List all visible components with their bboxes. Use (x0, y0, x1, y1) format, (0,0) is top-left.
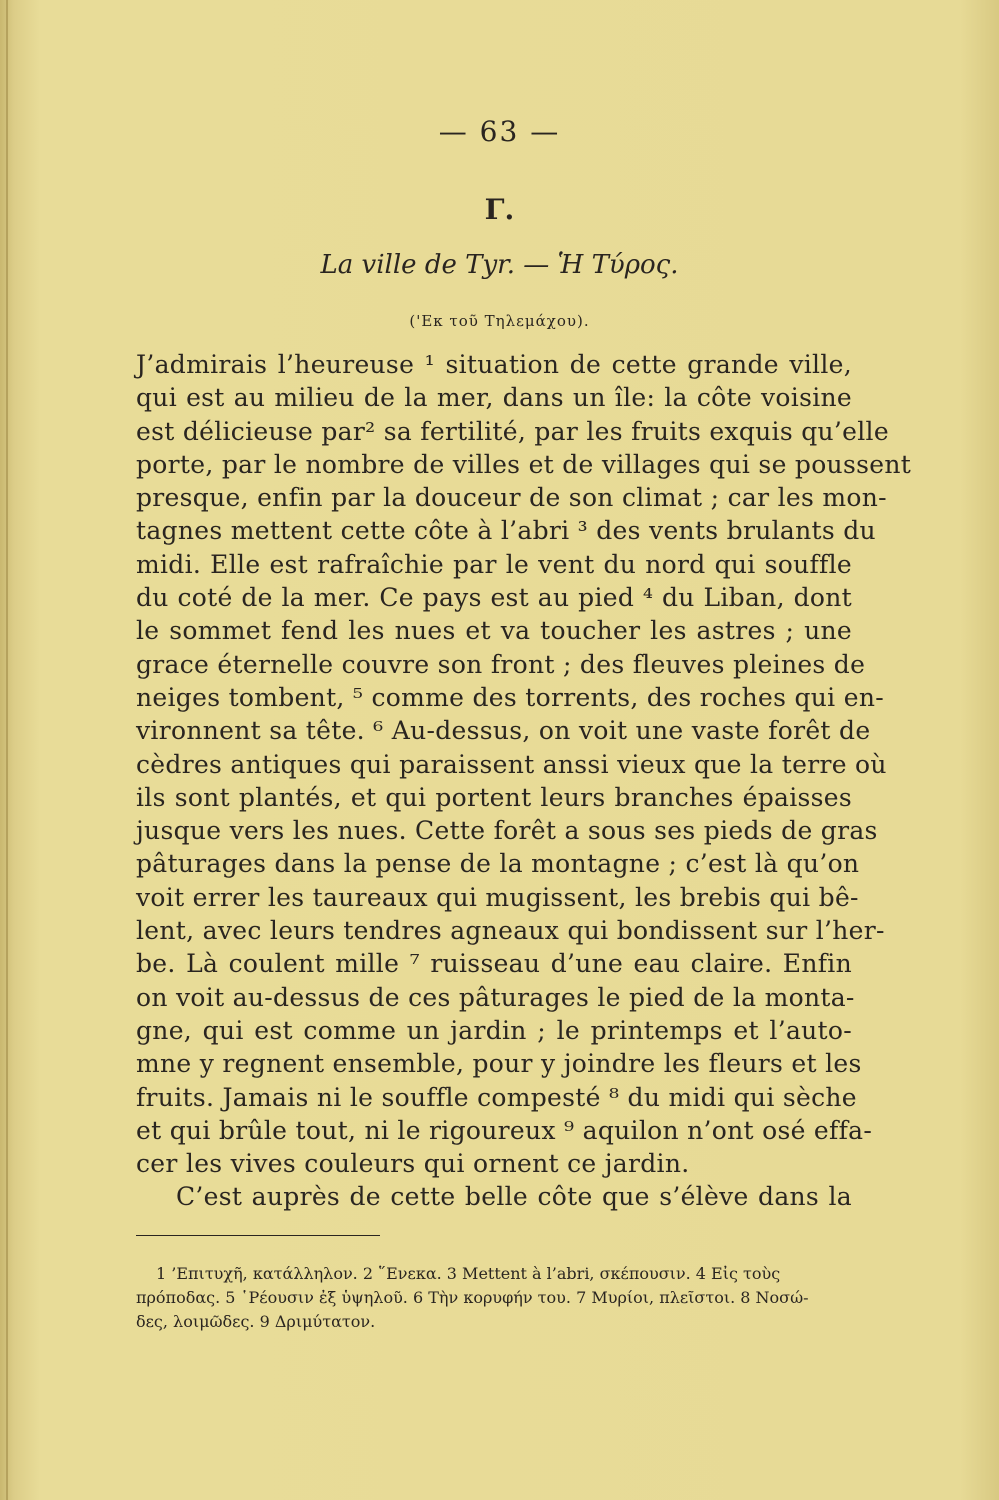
text-line: presque, enfin par la douceur de son climat ; car les mon- (136, 483, 887, 513)
text-line: le sommet fend les nues et va toucher les astres ; une (136, 616, 852, 646)
text-line: C’est auprès de cette belle côte que s’élève dans la (176, 1182, 852, 1212)
source-attribution: ('Εκ τοῦ Τηλεμάχου). (409, 312, 590, 330)
chapter-title: La ville de Tyr. — Ἡ Τύρος. (320, 250, 679, 280)
text-line: on voit au-dessus de ces pâturages le pied de la monta- (136, 982, 855, 1012)
text-line: midi. Elle est rafraîchie par le vent du nord qui souffle (136, 549, 852, 579)
text-line: ils sont plantés, et qui portent leurs branches épaisses (136, 782, 852, 812)
section-letter: Γ. (484, 193, 515, 226)
text-line: J’admirais l’heureuse ¹ situation de cette grande ville, (136, 350, 852, 379)
text-line: gne, qui est comme un jardin ; le printemps et l’auto- (136, 1015, 852, 1045)
footnotes (136, 1262, 852, 1334)
text-line: du coté de la mer. Ce pays est au pied ⁴ du Liban, dont (136, 583, 852, 613)
text-line: cer les vives couleurs qui ornent ce jardin. (136, 1149, 690, 1179)
footnote-line: δες, λοιμῶδες. 9 Δριμύτατον. (136, 1312, 376, 1331)
text-line: qui est au milieu de la mer, dans un île: la côte voisine (136, 383, 852, 413)
text-line: pâturages dans la pense de la montagne ; c’est là qu’on (136, 849, 860, 879)
text-line: neiges tombent, ⁵ comme des torrents, des roches qui en- (136, 682, 884, 712)
body-text (136, 348, 912, 1214)
text-line: jusque vers les nues. Cette forêt a sous ses pieds de gras (136, 816, 878, 846)
text-line: vironnent sa tête. ⁶ Au-dessus, on voit une vaste forêt de (136, 716, 871, 746)
text-line: lent, avec leurs tendres agneaux qui bondissent sur l’her- (136, 916, 885, 946)
footnote-line: 1 ’Επιτυχῆ, κατάλληλον. 2 ῞Ενεκα. 3 Mettent à l’abri, σκέπουσιν. 4 Εἰς τοὺς (156, 1264, 781, 1283)
text-line: fruits. Jamais ni le souffle compesté ⁸ du midi qui sèche (136, 1082, 857, 1112)
text-line: est délicieuse par² sa fertilité, par les fruits exquis qu’elle (136, 416, 889, 446)
text-line: porte, par le nombre de villes et de villages qui se poussent (136, 449, 912, 479)
text-line: et qui brûle tout, ni le rigoureux ⁹ aquilon n’ont osé effa- (136, 1115, 873, 1145)
page-number: — 63 — (438, 115, 561, 148)
footnote-line: πρόποδας. 5 ῾Ρέουσιν ἐξ ὑψηλοῦ. 6 Τὴν κορυφήν του. 7 Μυρίοι, πλεῖστοι. 8 Νοσώ- (136, 1288, 809, 1307)
text-line: be. Là coulent mille ⁷ ruisseau d’une eau claire. Enfin (136, 949, 852, 979)
footnote-divider (136, 1235, 380, 1236)
text-line: grace éternelle couvre son front ; des fleuves pleines de (136, 649, 866, 679)
text-line: voit errer les taureaux qui mugissent, les brebis qui bê- (136, 882, 859, 912)
text-line: cèdres antiques qui paraissent anssi vieux que la terre où (136, 749, 887, 779)
text-line: mne y regnent ensemble, pour y joindre les fleurs et les (136, 1049, 862, 1079)
text-line: tagnes mettent cette côte à l’abri ³ des vents brulants du (136, 516, 876, 546)
